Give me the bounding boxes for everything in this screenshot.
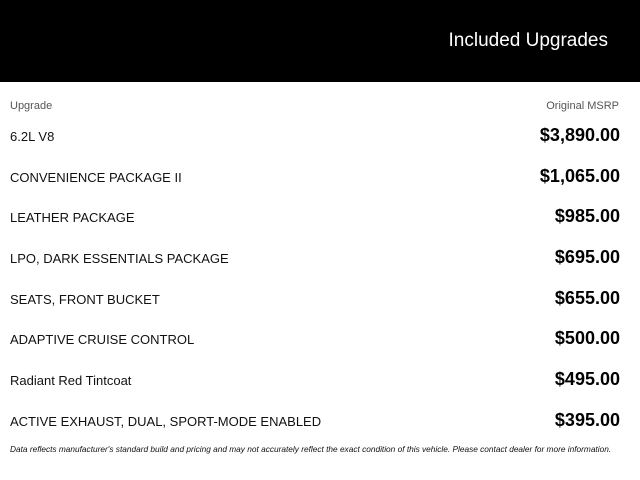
upgrade-price: $695.00 [554, 247, 620, 268]
upgrade-name: ACTIVE EXHAUST, DUAL, SPORT-MODE ENABLED [10, 413, 322, 429]
page-title: Included Upgrades [448, 30, 608, 51]
upgrade-price: $985.00 [554, 206, 620, 227]
upgrade-row [0, 400, 640, 441]
upgrade-row [0, 318, 640, 359]
header-bar [0, 0, 640, 82]
upgrade-row [0, 278, 640, 319]
upgrade-price: $1,065.00 [539, 165, 620, 186]
upgrade-name: CONVENIENCE PACKAGE II [10, 169, 182, 185]
upgrade-row [0, 196, 640, 237]
upgrades-list [0, 115, 640, 441]
upgrade-price: $500.00 [554, 328, 620, 349]
upgrade-name: LEATHER PACKAGE [10, 210, 135, 226]
column-header-upgrade: Upgrade [10, 100, 53, 112]
upgrade-name: LPO, DARK ESSENTIALS PACKAGE [10, 251, 229, 267]
upgrade-row [0, 359, 640, 400]
upgrade-name: 6.2L V8 [10, 129, 55, 144]
disclaimer-text: Data reflects manufacturer's standard build and pricing and may not accurately reflect the exact condition of this vehicle. Please contact dealer for more information. [10, 444, 612, 454]
upgrade-price: $495.00 [554, 369, 620, 390]
upgrade-price: $3,890.00 [539, 125, 620, 145]
upgrade-row [0, 237, 640, 278]
upgrade-price: $395.00 [554, 409, 620, 430]
upgrade-name: ADAPTIVE CRUISE CONTROL [10, 332, 195, 348]
upgrade-name: SEATS, FRONT BUCKET [10, 291, 160, 307]
upgrade-price: $655.00 [554, 287, 620, 308]
upgrade-row [0, 156, 640, 197]
upgrade-row [0, 115, 640, 156]
upgrade-name: Radiant Red Tintcoat [10, 373, 132, 389]
column-header-msrp: Original MSRP [546, 100, 619, 112]
